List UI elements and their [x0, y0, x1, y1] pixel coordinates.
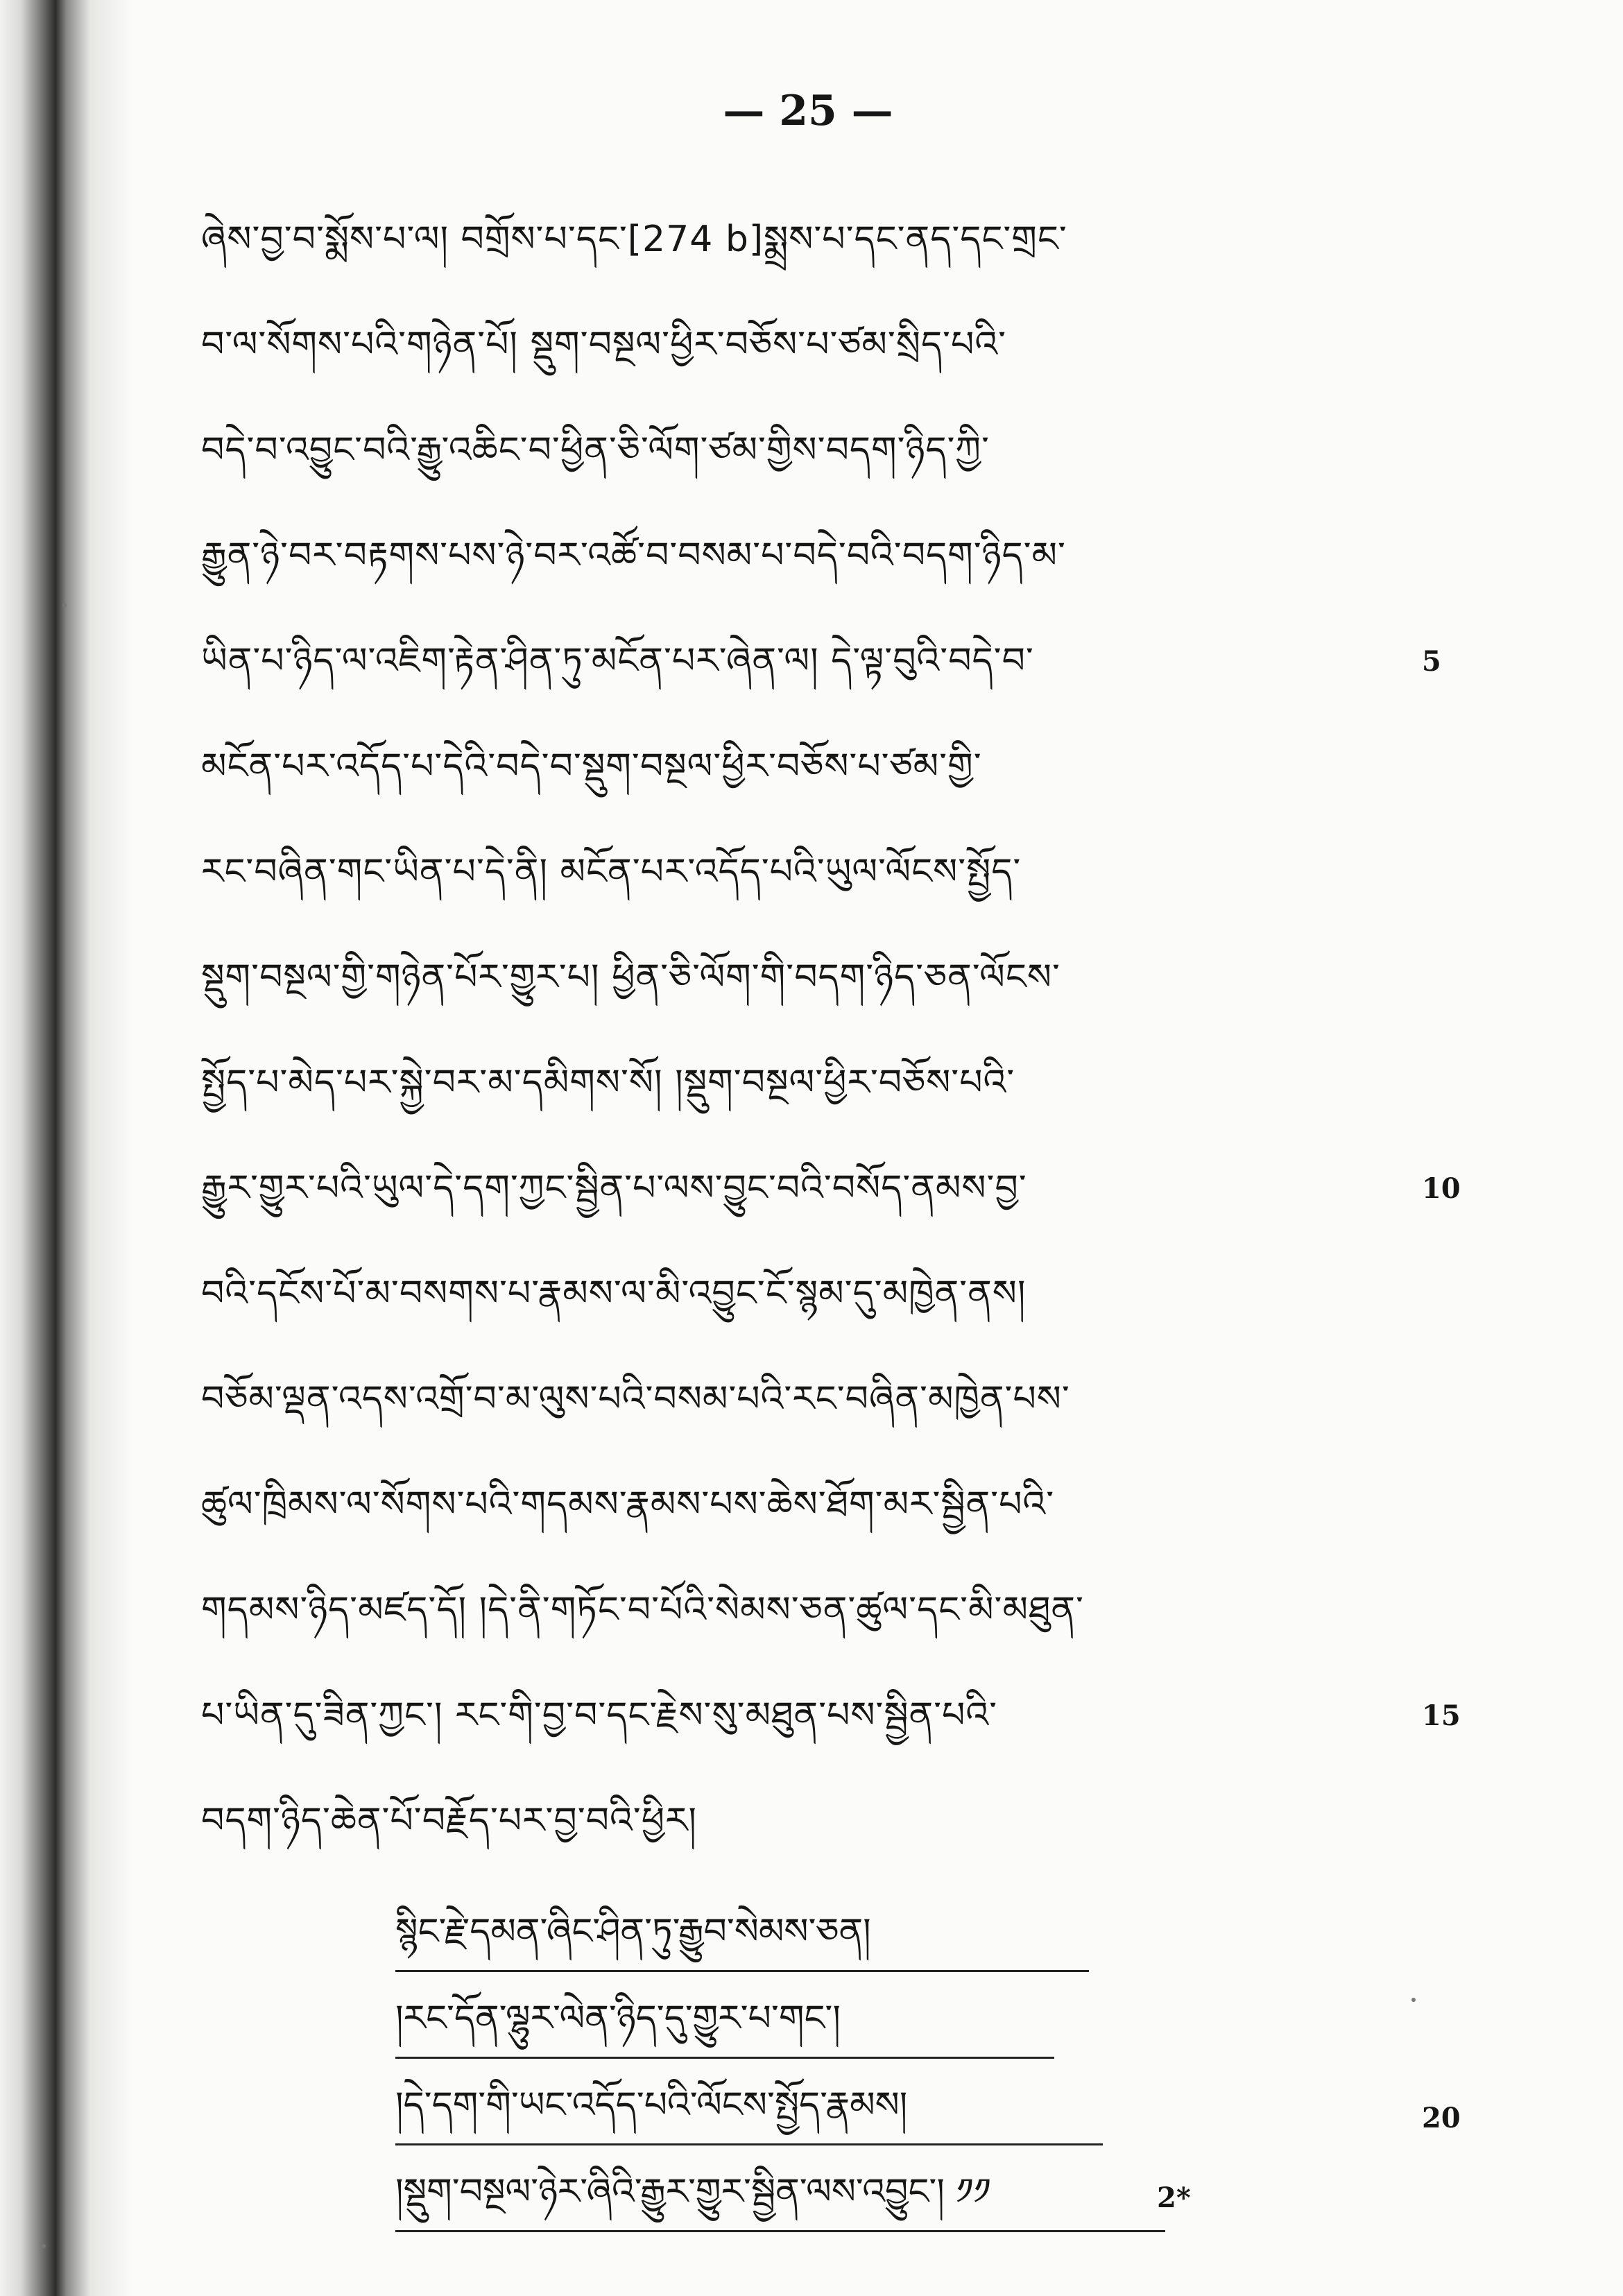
- text-line: རང་བཞིན་གང་ཡིན་པ་དེ་ནི། མངོན་པར་འདོད་པའི་ཡུལ་ལོངས་སྤྱོད་: [201, 851, 1022, 893]
- text-line: ཚུལ་ཁྲིམས་ལ་སོགས་པའི་གདམས་རྣམས་པས་ཆེས་ཐོག་མར་སྦྱིན་པའི་: [201, 1484, 1055, 1525]
- text-line: བདེ་བ་འབྱུང་བའི་རྒྱུ་འཆིང་བ་ཕྱིན་ཅི་ལོག་ཙམ་གྱིས་བདག་ཉིད་ཀྱི་: [201, 429, 990, 471]
- line-number-20: 20: [1422, 2102, 1461, 2134]
- scan-speck: [62, 603, 67, 608]
- text-line: རྒྱུར་གྱུར་པའི་ཡུལ་དེ་དག་ཀྱང་སྦྱིན་པ་ལས་བྱུང་བའི་བསོད་ནམས་བྱ་: [201, 1167, 1027, 1209]
- signature-mark: 2*: [1157, 2182, 1191, 2214]
- verse-line: །དེ་དག་གི་ཡང་འདོད་པའི་ལོངས་སྤྱོད་རྣམས།: [395, 2067, 1103, 2145]
- line-number-5: 5: [1422, 645, 1441, 678]
- binding-shadow: [0, 0, 132, 2296]
- line-number-10: 10: [1422, 1172, 1461, 1205]
- page-number: — 25 —: [723, 87, 893, 135]
- text-line: སྡུག་བསྔལ་གྱི་གཉེན་པོར་གྱུར་པ། ཕྱིན་ཅི་ལོག་གི་བདག་ཉིད་ཅན་ལོངས་: [201, 957, 1060, 998]
- verse-line: །སྡུག་བསྔལ་ཉེར་ཞིའི་རྒྱུར་གྱུར་སྦྱིན་ལས་འབྱུང་། ༡༡: [395, 2154, 1165, 2232]
- verse-line: སྙིང་རྗེ་དམན་ཞིང་ཤིན་ཏུ་རྒྱུབ་སེམས་ཅན།: [395, 1894, 1089, 1972]
- text-line: སྤྱོད་པ་མེད་པར་སྐྱེ་བར་མ་དམིགས་སོ། །སྡུག་བསྔལ་ཕྱིར་བཅོས་པའི་: [201, 1062, 1015, 1104]
- text-line: བཅོམ་ལྡན་འདས་འགྲོ་བ་མ་ལུས་པའི་བསམ་པའི་རང་བཞིན་མཁྱེན་པས་: [201, 1378, 1070, 1420]
- text-line: ཡིན་པ་ཉིད་ལ་འཇིག་རྟེན་ཤིན་ཏུ་མངོན་པར་ཞེན་ལ། དེ་ལྟ་བུའི་བདེ་བ་: [201, 640, 1034, 682]
- text-line: པ་ཡིན་དུ་ཟིན་ཀྱང་། རང་གི་བྱ་བ་དང་རྗེས་སུ་མཐུན་པས་སྦྱིན་པའི་: [201, 1695, 998, 1736]
- scan-speck: [1411, 1998, 1416, 2002]
- text-line: མངོན་པར་འདོད་པ་དེའི་བདེ་བ་སྡུག་བསྔལ་ཕྱིར་བཅོས་པ་ཙམ་གྱི་: [201, 746, 982, 787]
- text-line: བ་ལ་སོགས་པའི་གཉེན་པོ། སྡུག་བསྔལ་ཕྱིར་བཅོས་པ་ཙམ་སྲིད་པའི་: [201, 324, 1006, 366]
- text-line: བའི་དངོས་པོ་མ་བསགས་པ་རྣམས་ལ་མི་འབྱུང་ངོ་སྙམ་དུ་མཁྱེན་ནས།: [201, 1273, 1027, 1314]
- text-line: རྒྱུན་ཉེ་བར་བརྟགས་པས་ཉེ་བར་འཚོ་བ་བསམ་པ་བདེ་བའི་བདག་ཉིད་མ་: [201, 535, 1066, 576]
- scan-speck: [42, 2244, 46, 2248]
- verse-line: །རང་དོན་ལྷུར་ལེན་ཉིད་དུ་གྱུར་པ་གང་།: [395, 1980, 1054, 2059]
- text-line: གདམས་ཉིད་མཛད་དོ། །དེ་ནི་གཏོང་བ་པོའི་སེམས་ཅན་ཚུལ་དང་མི་མཐུན་: [201, 1589, 1084, 1631]
- line-number-15: 15: [1422, 1699, 1461, 1732]
- text-line: བདག་ཉིད་ཆེན་པོ་བརྗོད་པར་བྱ་བའི་ཕྱིར།: [201, 1800, 697, 1842]
- text-line: ཞེས་བྱ་བ་སྨོས་པ་ལ། བགྲོས་པ་དང་[274 b]སྨྲས་པ་དང་ནད་དང་གྲང་: [201, 219, 1067, 260]
